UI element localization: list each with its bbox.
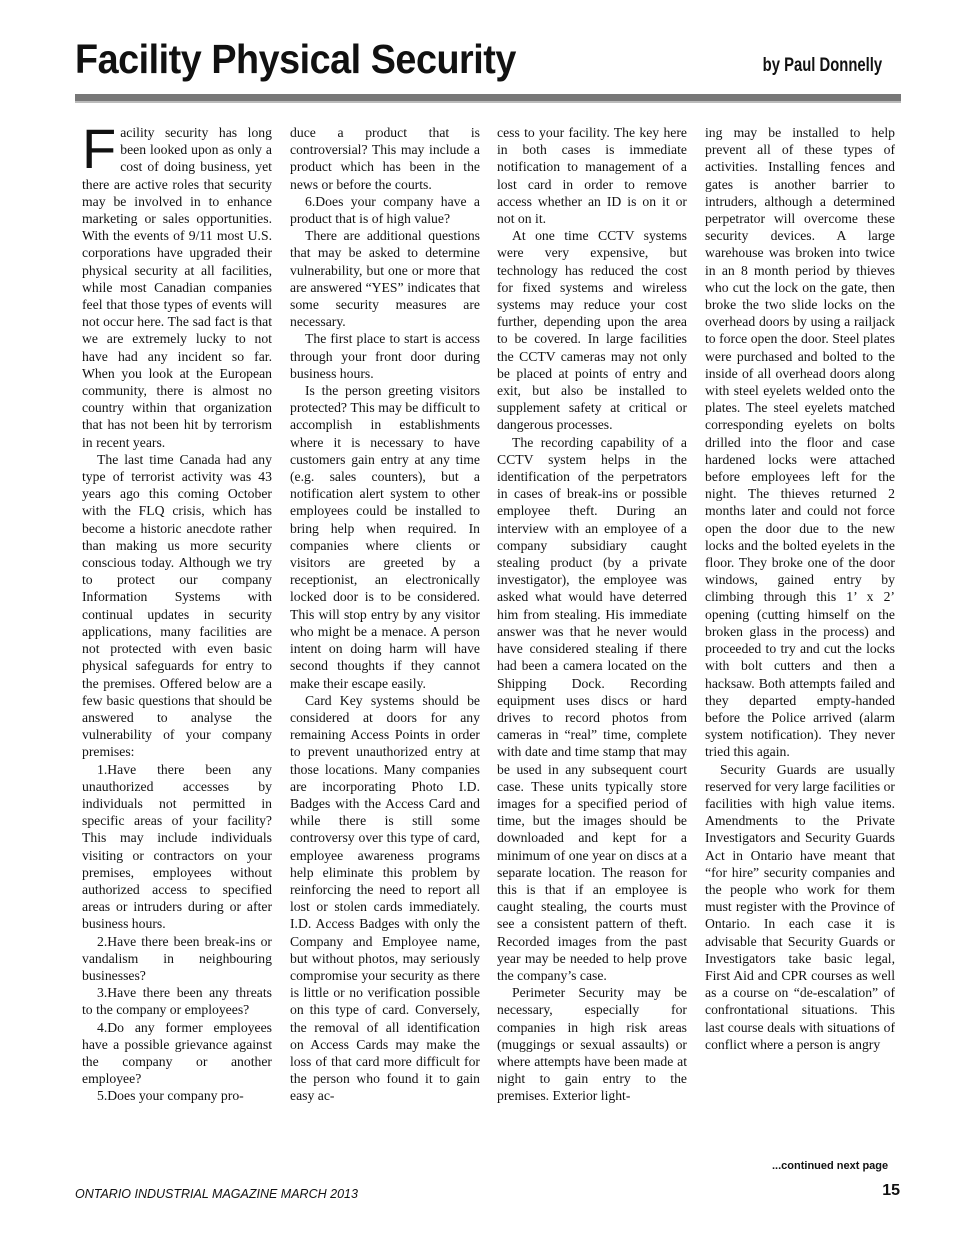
- article-paragraph: 3.Have there been any threats to the company or employees?: [82, 985, 272, 1018]
- article-paragraph: The last time Canada had any type of terrorist activity was 43 years ago this coming October with the FLQ crisis, which has become a historic anecdote rather than making us more security conscious today. Although we try to protect our company Information Systems with continual updates in security applications, many facilities are not protected with even basic physical safeguards for entry to the premises. Offered below are a few basic questions that should be answered to analyse the vulnerability of your company premises:: [82, 451, 272, 760]
- article-paragraph: 6.Does your company have a product that is of high value?: [290, 193, 480, 227]
- drop-cap: F: [82, 124, 117, 180]
- article-column-4: [705, 124, 895, 1158]
- article-paragraph: cess to your facility. The key here in both cases is immediate notification to management of a lost card in order to remove access whether an ID is on it or not on it.: [497, 125, 687, 227]
- article-paragraph: The recording capability of a CCTV system helps in the identification of the perpetrators in cases of break-ins or possible employee theft. During an interview with an employee of a company subsidiary caught stealing product (by a private investigator), the employee was asked what would have deterred him from stealing. His immediate answer was that he never would have considered stealing if there had been a camera located on the Shipping Dock. Recording equipment uses discs or hard drives to record photos from cameras in “real” time, complete with date and time stamp that may be used in any subsequent court case. These units typically store images for a specified period of time, but the images should be downloaded and kept for a minimum of one year on discs at a separate location. The reason for this is that if an employee is caught stealing, the courts must see a consistent pattern of theft. Recorded images from the past year may be needed to help prove the company’s case.: [497, 434, 687, 983]
- article-paragraph: duce a product that is controversial? This may include a product which has been in the news or before the courts.: [290, 125, 480, 192]
- article-paragraph: 1.Have there been any unauthorized accesses by individuals not permitted in specific areas of your facility? This may include individuals visiting or contractors on your premises, employees without authorized access to specified areas or intruders during or after business hours.: [82, 761, 272, 932]
- header-rule: [75, 94, 901, 101]
- page-number: 15: [882, 1182, 900, 1199]
- article-paragraph: 2.Have there been break-ins or vandalism in neighbouring businesses?: [82, 933, 272, 983]
- article-column-1: [82, 124, 272, 1174]
- article-column-2: [290, 124, 480, 1174]
- article-paragraph: Facility security has long been looked upon as only a cost of doing business, yet there are active roles that security may be involved in to enhance marketing or sales opportunities. With the events of 9/11 most U.S. corporations have upgraded their physical security at all facilities, while most Canadian companies feel that those types of events will not occur here. The sad fact is that we are extremely lucky to not have had any incident so far. When you look at the European community, there is almost no country within that organization that has not been hit by terrorism in recent years.: [82, 124, 272, 450]
- article-paragraph: At one time CCTV systems were very expensive, but technology has reduced the cost for fixed systems and wireless systems may reduce your cost further, depending upon the area to be covered. In large facilities the CCTV cameras may not only be placed at points of entry and exit, but also be installed to supplement safety at critical or dangerous processes.: [497, 228, 687, 433]
- article-paragraph: The first place to start is access through your front door during business hours.: [290, 331, 480, 381]
- article-column-3: [497, 124, 687, 1174]
- article-paragraph: ing may be installed to help prevent all of these types of activities. Installing fences and gates is another barrier to intruders, although a determined perpetrator will overcome these security devices. A large warehouse was broken into twice in an 8 month period by thieves who cut the lock on the gate, then broke the two slide locks on the overhead doors by using a railjack to force open the door. Steel plates were purchased and bolted to the inside of all overhead doors along with steel eyelets welded onto the plates. The steel eyelets matched corresponding eyelets on bolts drilled into the floor and case hardened locks were attached before employees left for the night. The thieves returned 2 months later and could not force open the door due to the new locks and the bolted eyelets in the floor. They broke one of the door windows, gained entry by climbing through this 1’ x 2’ opening (cutting himself on the broken glass in the process) and proceeded to try and cut the locks with bolt cutters and then a hacksaw. Both attempts failed and they departed empty-handed before the Police arrived (alarm system notification). They never tried this again.: [705, 125, 895, 760]
- publication-footer: ONTARIO INDUSTRIAL MAGAZINE MARCH 2013: [75, 1187, 358, 1201]
- continued-note: ...continued next page: [772, 1160, 889, 1172]
- article-paragraph: There are additional questions that may be asked to determine vulnerability, but one or more that are answered “YES” indicates that some security measures are necessary.: [290, 228, 480, 330]
- author-byline: by Paul Donnelly: [762, 55, 882, 76]
- article-paragraph: 4.Do any former employees have a possible grievance against the company or another employee?: [82, 1019, 272, 1087]
- header-rule-shadow: [75, 101, 901, 103]
- article-paragraph: Card Key systems should be considered at doors for any remaining Access Points in order to prevent unauthorized entry at those locations. Many companies are incorporating Photo I.D. Badges with the Access Card and while there is still some controversy over this type of card, employee awareness programs help eliminate this problem by reinforcing the need to report all lost or stolen cards immediately. I.D. Access Badges with only the Company and Employee name, but without photos, may seriously compromise your security as there is little or no verification possible on this type of card. Conversely, the removal of all identification on Access Cards may make the loss of that card more difficult for the person who found it to gain easy ac-: [290, 692, 480, 1104]
- article-paragraph: Perimeter Security may be necessary, especially for companies in high risk areas (muggings or sexual assaults) or where attempts have been made at night to gain entry to the premises. Exterior light-: [497, 985, 687, 1104]
- article-paragraph: 5.Does your company pro-: [97, 1088, 244, 1104]
- article-paragraph: Security Guards are usually reserved for very large facilities or facilities with high value items. Amendments to the Private Investigators and Security Guards Act in Ontario have meant that “for hire” security companies and the people who work for them must register with the Province of Ontario. In each case it is advisable that Security Guards or Investigators take basic legal, First Aid and CPR courses as well as a course on “de-escalation” of confrontational situations. This last course deals with situations of conflict where a person is angry: [705, 761, 895, 1052]
- article-paragraph: Is the person greeting visitors protected? This may be difficult to accomplish in establishments where it is necessary to have customers gain entry at any time (e.g. sales counters), but a notification alert system to other employees could be installed to bring help when required. In companies where clients or visitors are greeted by a receptionist, an electronically locked door is to be considered. This will stop entry by any visitor who might be a menace. A person intent on doing harm will have second thoughts if they cannot make their escape easily.: [290, 383, 480, 691]
- page-title: Facility Physical Security: [75, 36, 516, 82]
